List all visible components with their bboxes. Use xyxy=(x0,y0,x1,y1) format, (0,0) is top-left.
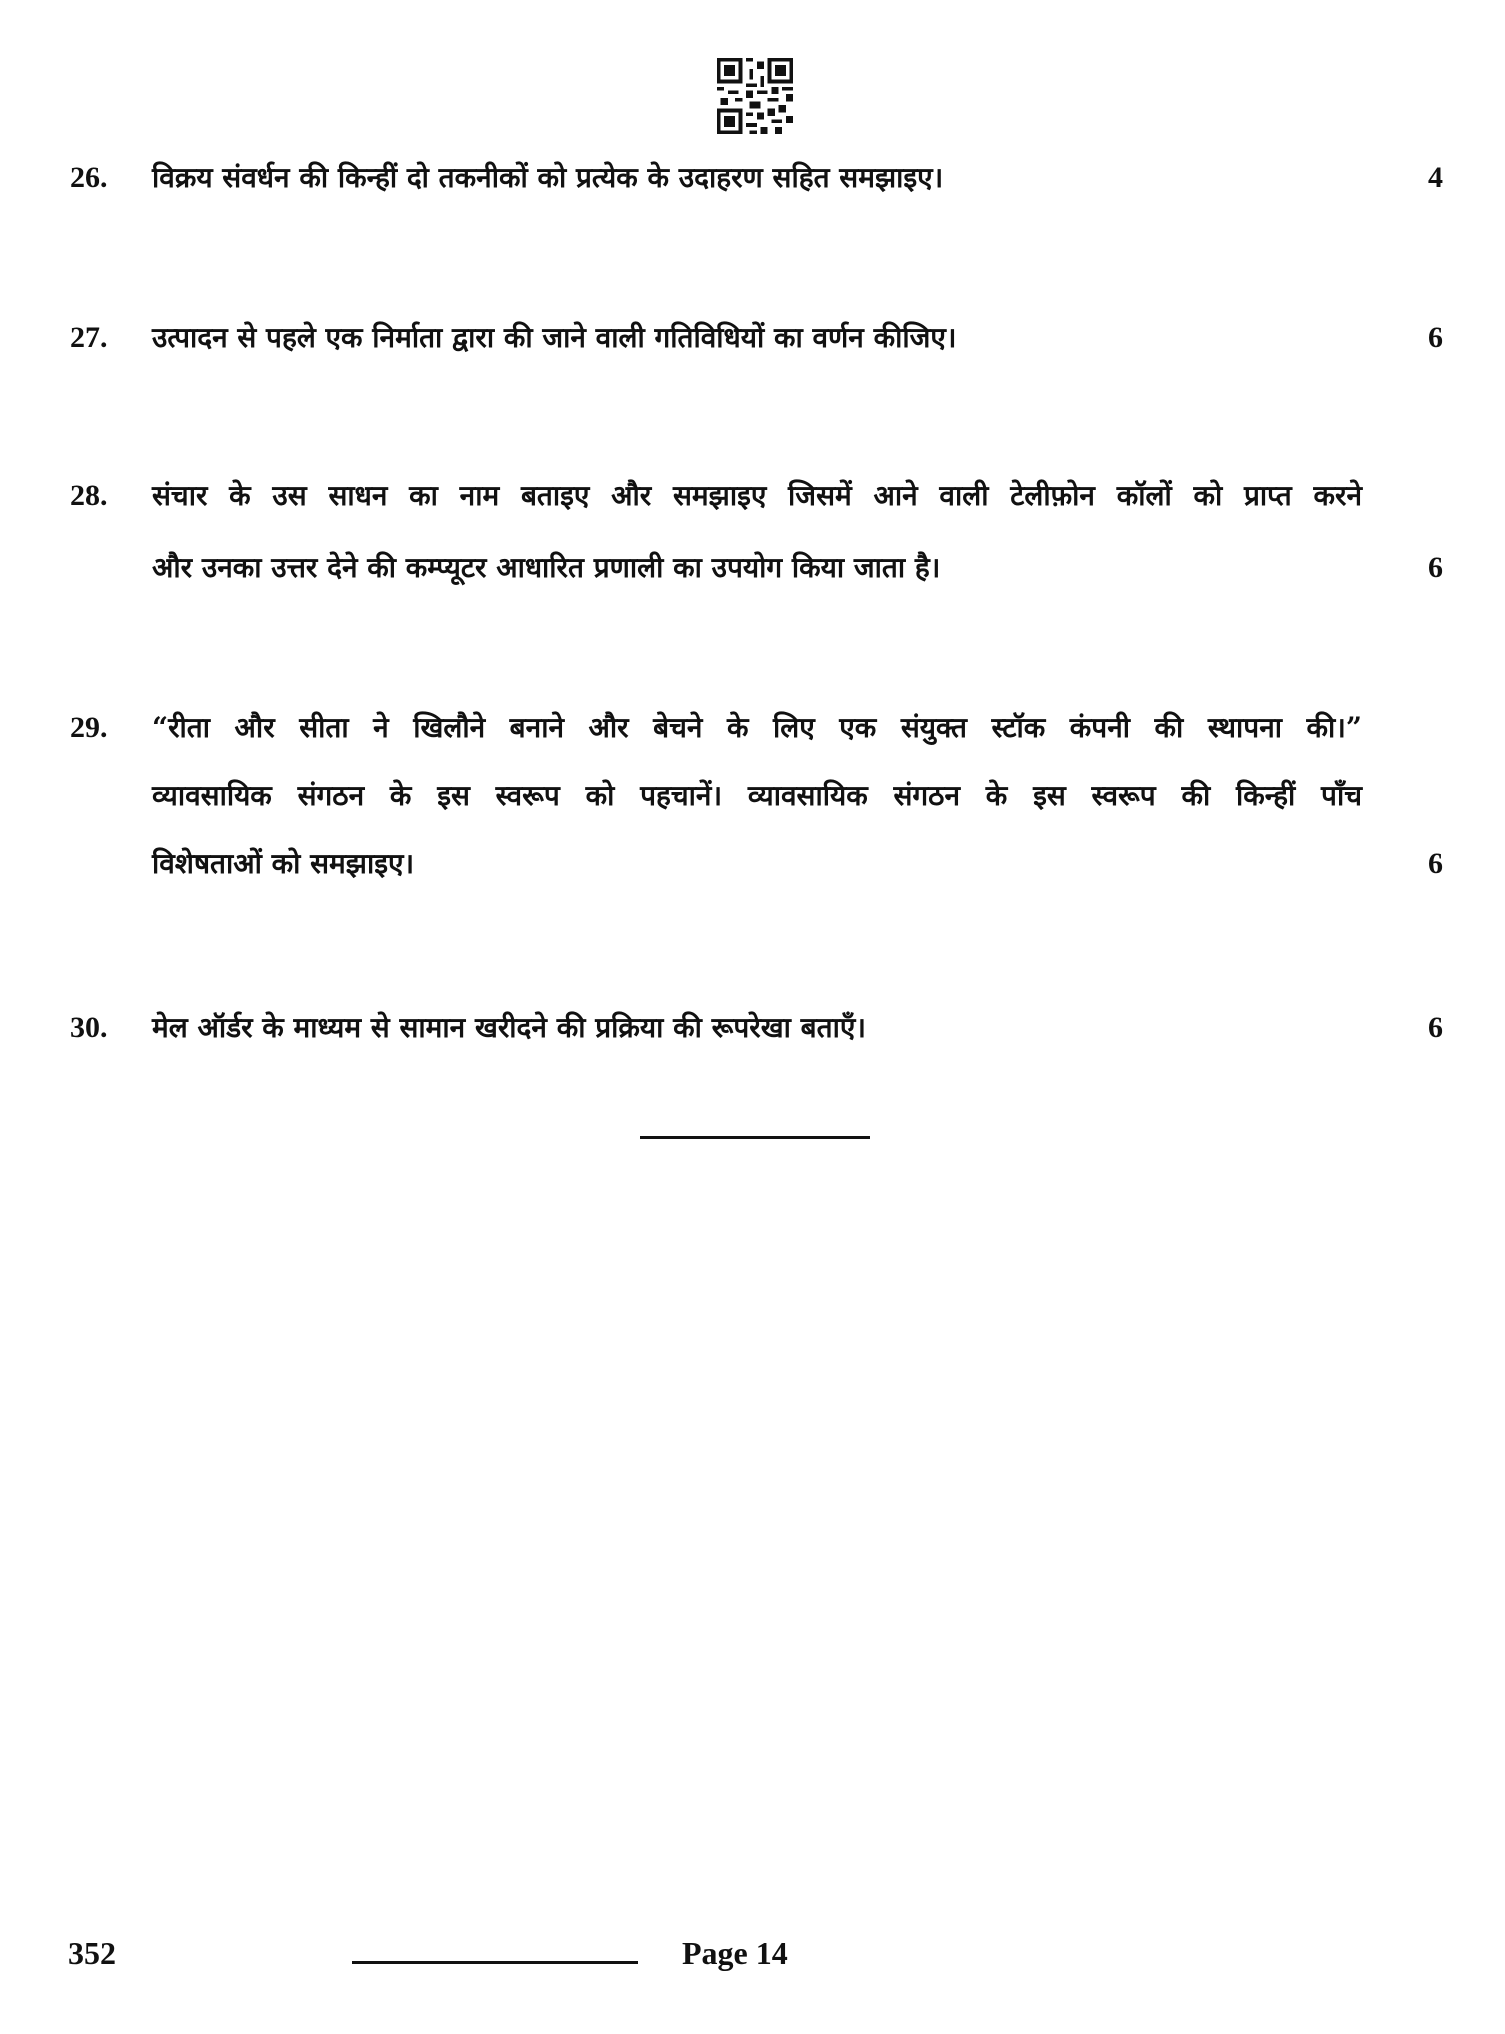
question-line: और उनका उत्तर देने की कम्प्यूटर आधारित प्रणाली का उपयोग किया जाता है। xyxy=(152,551,941,584)
question-text xyxy=(152,1000,1362,1056)
end-divider xyxy=(640,1136,870,1139)
question-line: विशेषताओं को समझाइए। xyxy=(152,847,415,880)
page-number: Page 14 xyxy=(682,1935,788,1971)
question-number: 28. xyxy=(70,479,108,512)
question-line: विक्रय संवर्धन की किन्हीं दो तकनीकों को प्रत्येक के उदाहरण सहित समझाइए। xyxy=(152,161,944,194)
question-line: संचार के उस साधन का नाम बताइए और समझाइए जिसमें आने वाली टेलीफ़ोन कॉलों को प्राप्त करने xyxy=(152,479,1362,512)
question-marks: 6 xyxy=(1428,1011,1443,1044)
qr-code-icon xyxy=(717,58,793,134)
question-number: 30. xyxy=(70,1011,108,1044)
question-number: 27. xyxy=(70,321,108,354)
question-number: 26. xyxy=(70,161,108,194)
question-text xyxy=(152,700,1362,892)
paper-code: 352 xyxy=(68,1935,116,1971)
question-marks: 6 xyxy=(1428,321,1443,354)
question-line: उत्पादन से पहले एक निर्माता द्वारा की जाने वाली गतिविधियों का वर्णन कीजिए। xyxy=(152,321,957,354)
question-marks: 6 xyxy=(1428,847,1443,880)
question-line: मेल ऑर्डर के माध्यम से सामान खरीदने की प्रक्रिया की रूपरेखा बताएँ। xyxy=(152,1011,866,1044)
question-text xyxy=(152,150,1362,206)
question-text xyxy=(152,468,1362,596)
question-text xyxy=(152,310,1362,366)
question-marks: 6 xyxy=(1428,551,1443,584)
question-line: व्यावसायिक संगठन के इस स्वरूप को पहचानें। व्यावसायिक संगठन के इस स्वरूप की किन्हीं पाँच xyxy=(152,779,1362,812)
footer-divider xyxy=(352,1961,638,1964)
question-line: “रीता और सीता ने खिलौने बनाने और बेचने के लिए एक संयुक्त स्टॉक कंपनी की स्थापना की।” xyxy=(152,711,1362,744)
question-marks: 4 xyxy=(1428,161,1443,194)
question-number: 29. xyxy=(70,711,108,744)
